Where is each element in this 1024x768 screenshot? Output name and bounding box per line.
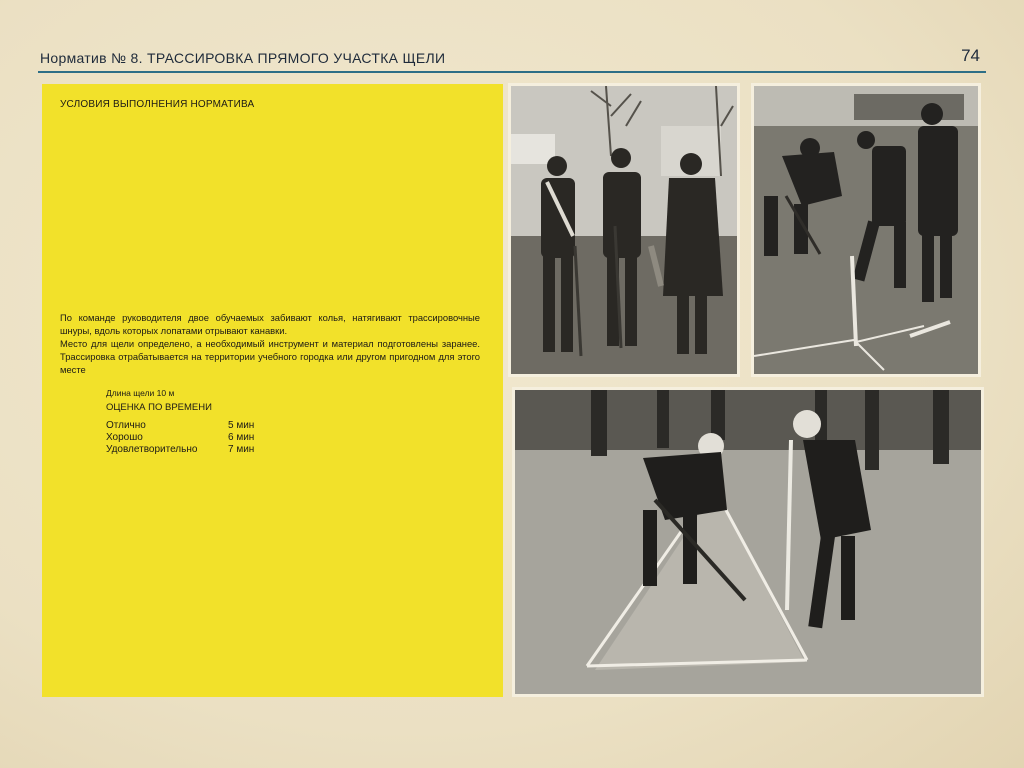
grade-time: 5 мин	[228, 420, 255, 431]
grade-label: Отлично	[106, 420, 146, 431]
conditions-heading: УСЛОВИЯ ВЫПОЛНЕНИЯ НОРМАТИВА	[60, 99, 255, 110]
grade-row	[106, 420, 254, 432]
conditions-panel	[42, 84, 503, 697]
grade-table	[106, 420, 254, 456]
grade-label: Хорошо	[106, 432, 143, 443]
header-rule	[38, 71, 986, 73]
grade-label: Удовлетворительно	[106, 444, 198, 455]
grade-time: 7 мин	[228, 444, 255, 455]
grade-time: 6 мин	[228, 432, 255, 443]
grade-row	[106, 444, 254, 456]
evaluation-heading: ОЦЕНКА ПО ВРЕМЕНИ	[106, 402, 212, 413]
photo-digging-trench	[515, 390, 981, 694]
page-title: Норматив № 8. ТРАССИРОВКА ПРЯМОГО УЧАСТКА ЩЕЛИ	[40, 50, 446, 66]
conditions-text	[60, 311, 480, 376]
trench-length: Длина щели 10 м	[106, 388, 175, 398]
photo-three-people	[511, 86, 737, 374]
grade-row	[106, 432, 254, 444]
photo-driving-stakes	[754, 86, 978, 374]
conditions-paragraph: Место для щели определено, а необходимый инструмент и материал подготовлены заранее. Трассировка отрабатывается на территории учебного городка или другом пригодном для этого месте	[60, 338, 480, 375]
conditions-paragraph: По команде руководителя двое обучаемых забивают колья, натягивают трассировочные шнуры, вдоль которых лопатами отрывают канавки.	[60, 312, 480, 336]
page-number: 74	[961, 46, 980, 65]
